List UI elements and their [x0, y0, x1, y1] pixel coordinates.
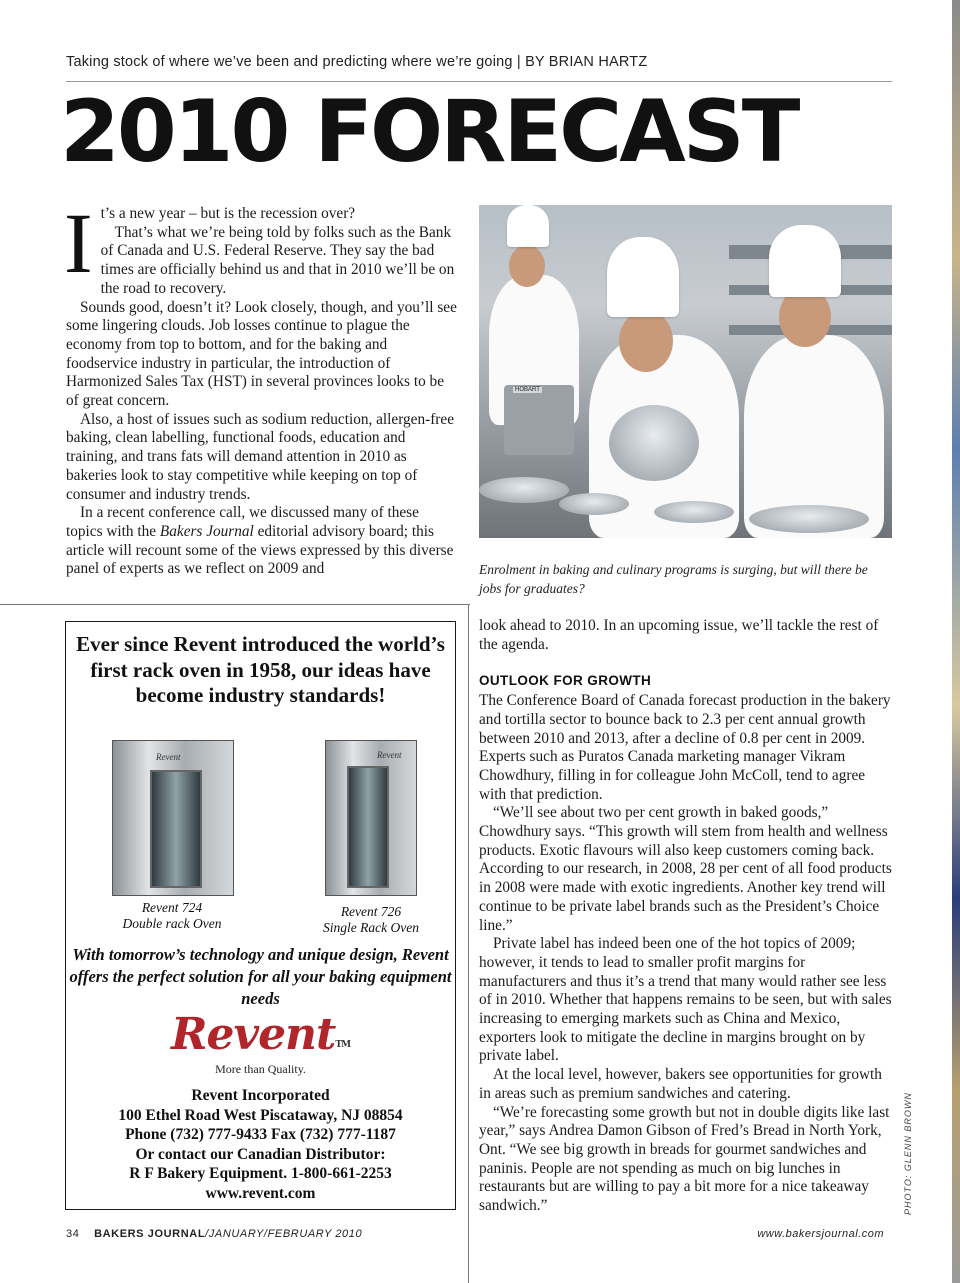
mixer	[504, 385, 574, 455]
page-edge-strip	[952, 0, 960, 1283]
intro-paragraph-4: Also, a host of issues such as sodium reduction, allergen-free baking, clean labelling, functional foods, education and training, and trans fats will demand attention in 2010 as bakeries look to stay competitive while keeping on top of consumer and industry trends.	[66, 410, 454, 503]
continued-column	[479, 617, 892, 1216]
double-rack-oven-image	[112, 740, 234, 896]
distributor-contact: R F Bakery Equipment. 1-800-661-2253	[129, 1165, 392, 1183]
bakery-students-photo	[479, 205, 892, 538]
oven-brand-label: Revent	[156, 752, 181, 762]
magazine-name: BAKERS JOURNAL	[94, 1228, 206, 1240]
oven-door-window	[150, 770, 202, 888]
student-right-hat	[769, 225, 841, 297]
revent-logo-text: Revent	[170, 1009, 336, 1060]
mixing-bowl	[559, 493, 629, 515]
chef-face	[509, 245, 545, 287]
company-address: 100 Ethel Road West Piscataway, NJ 08854	[118, 1106, 403, 1124]
oven-726-model: Revent 726	[340, 904, 402, 919]
issue-date: /JANUARY/FEBRUARY 2010	[205, 1228, 363, 1240]
oven-door-window	[347, 766, 389, 888]
logo-slogan: More than Quality.	[215, 1062, 306, 1076]
page-number: 34	[66, 1228, 80, 1240]
ad-headline: Ever since Revent introduced the world’s first rack oven in 1958, our ideas have become industry standards!	[76, 632, 445, 707]
footer-website-link[interactable]: www.bakersjournal.com	[757, 1228, 884, 1240]
intro-p5-end: editorial advisory board; this article will recount some of the views expressed by this diverse panel of experts as we reflect on 2009 and	[66, 522, 454, 578]
chef-hat	[507, 205, 549, 247]
intro-p5-start: In a recent conference call, we discussed many of these topics with the	[66, 504, 419, 540]
oven-724-type: Double rack Oven	[122, 916, 222, 931]
intro-paragraph-3-continued: foodservice industry in particular, the introduction of Harmonized Sales Tax (HST) in several provinces looks to be of great concern.	[66, 354, 445, 410]
article-kicker: Taking stock of where we’ve been and predicting where we’re going | BY BRIAN HARTZ	[66, 54, 648, 70]
continued-paragraph-6: “We’re forecasting some growth but not in double digits like last year,” says Andrea Damon Gibson of Fred’s Bread in North York, Ont. “We see big growth in breads for gourmet sandwiches and paninis. People are not spending as much on big lunches in restaurants but are willing to pay a bit more for a nice takeaway sandwich.”	[479, 1103, 890, 1215]
continued-paragraph-3: “We’ll see about two per cent growth in baked goods,” Chowdhury says. “This growth will stem from health and wellness products. Exotic flavours will also keep customers coming back. According to our research, in 2008, 28 per cent of all food products in 2008 were made with exotic ingredients. Another key trend will continue to be private label brands such as the President’s Choice line.”	[479, 804, 892, 934]
page-folio	[66, 1228, 362, 1240]
mixing-bowl	[479, 477, 569, 503]
column-divider	[468, 604, 469, 1283]
ad-contact-block	[66, 1086, 455, 1204]
distributor-label: Or contact our Canadian Distributor:	[135, 1145, 386, 1163]
continued-paragraph-4: Private label has indeed been one of the hot topics of 2009; however, it tends to lead to smaller profit margins for manufacturers and thus it’s a trend that many would rather see less of in 2010. Whether that happens remains to be seen, but with sales increasing to emerging markets such as China and Mexico, exporters look to mitigate the decline in margins brought on by private label.	[479, 935, 892, 1065]
photo-credit: PHOTO: GLENN BROWN	[903, 1092, 913, 1215]
ad-top-rule	[0, 604, 470, 605]
section-subhead: OUTLOOK FOR GROWTH	[479, 673, 652, 689]
mixing-bowl	[749, 505, 869, 533]
oven-726-caption	[301, 904, 441, 936]
intro-column	[64, 195, 458, 579]
oven-724-caption	[102, 900, 242, 932]
continued-paragraph-5: At the local level, however, bakers see opportunities for growth in areas such as premium sandwiches and catering.	[479, 1066, 882, 1102]
oven-726-type: Single Rack Oven	[323, 920, 419, 935]
single-rack-oven-image	[325, 740, 417, 896]
flour-bowl	[609, 405, 699, 481]
revent-logo[interactable]	[66, 1011, 455, 1069]
ad-tagline: With tomorrow’s technology and unique design, Revent offers the perfect solution for all your baking equipment needs	[69, 945, 452, 1008]
company-name: Revent Incorporated	[191, 1087, 330, 1104]
photo-caption: Enrolment in baking and culinary programs is surging, but will there be jobs for graduates?	[479, 562, 868, 596]
article-headline: 2010 FORECAST	[60, 82, 798, 182]
ad-website-link[interactable]: www.revent.com	[205, 1184, 316, 1202]
intro-paragraph-1: t’s a new year – but is the recession over?	[100, 205, 356, 222]
revent-advertisement[interactable]	[65, 621, 456, 1210]
intro-paragraph-3: Sounds good, doesn’t it? Look closely, though, and you’ll see some lingering clouds. Job losses continue to plague the economy from top to bottom, and for the baking and	[66, 298, 457, 353]
oven-brand-label: Revent	[377, 750, 402, 760]
student-left-hat	[607, 237, 679, 317]
intro-paragraph-2: That’s what we’re being told by folks such as the Bank of Canada and U.S. Federal Reserve. They say the bad times are officially behind us and that in 2010 we’ll be on the road to recovery.	[100, 223, 455, 297]
drop-cap: I	[64, 195, 93, 291]
trademark-mark: TM	[335, 1040, 351, 1050]
mixer-label: HOBART	[515, 387, 540, 393]
oven-724-model: Revent 724	[141, 900, 203, 915]
student-left-face	[619, 310, 673, 372]
continued-paragraph-1: look ahead to 2010. In an upcoming issue, we’ll tackle the rest of the agenda.	[479, 617, 879, 653]
mixing-bowl	[654, 501, 734, 523]
company-phone-fax: Phone (732) 777-9433 Fax (732) 777-1187	[125, 1126, 396, 1144]
intro-paragraph-5	[66, 504, 458, 579]
continued-paragraph-2: The Conference Board of Canada forecast production in the bakery and tortilla sector to bounce back to 2.3 per cent annual growth between 2010 and 2013, after a decline of 0.8 per cent in 2009. Experts such as Puratos Canada marketing manager Vikram Chowdhury, filling in for colleague John McColl, tend to agree with that prediction.	[479, 692, 891, 803]
magazine-title-mention: Bakers Journal	[159, 522, 254, 540]
